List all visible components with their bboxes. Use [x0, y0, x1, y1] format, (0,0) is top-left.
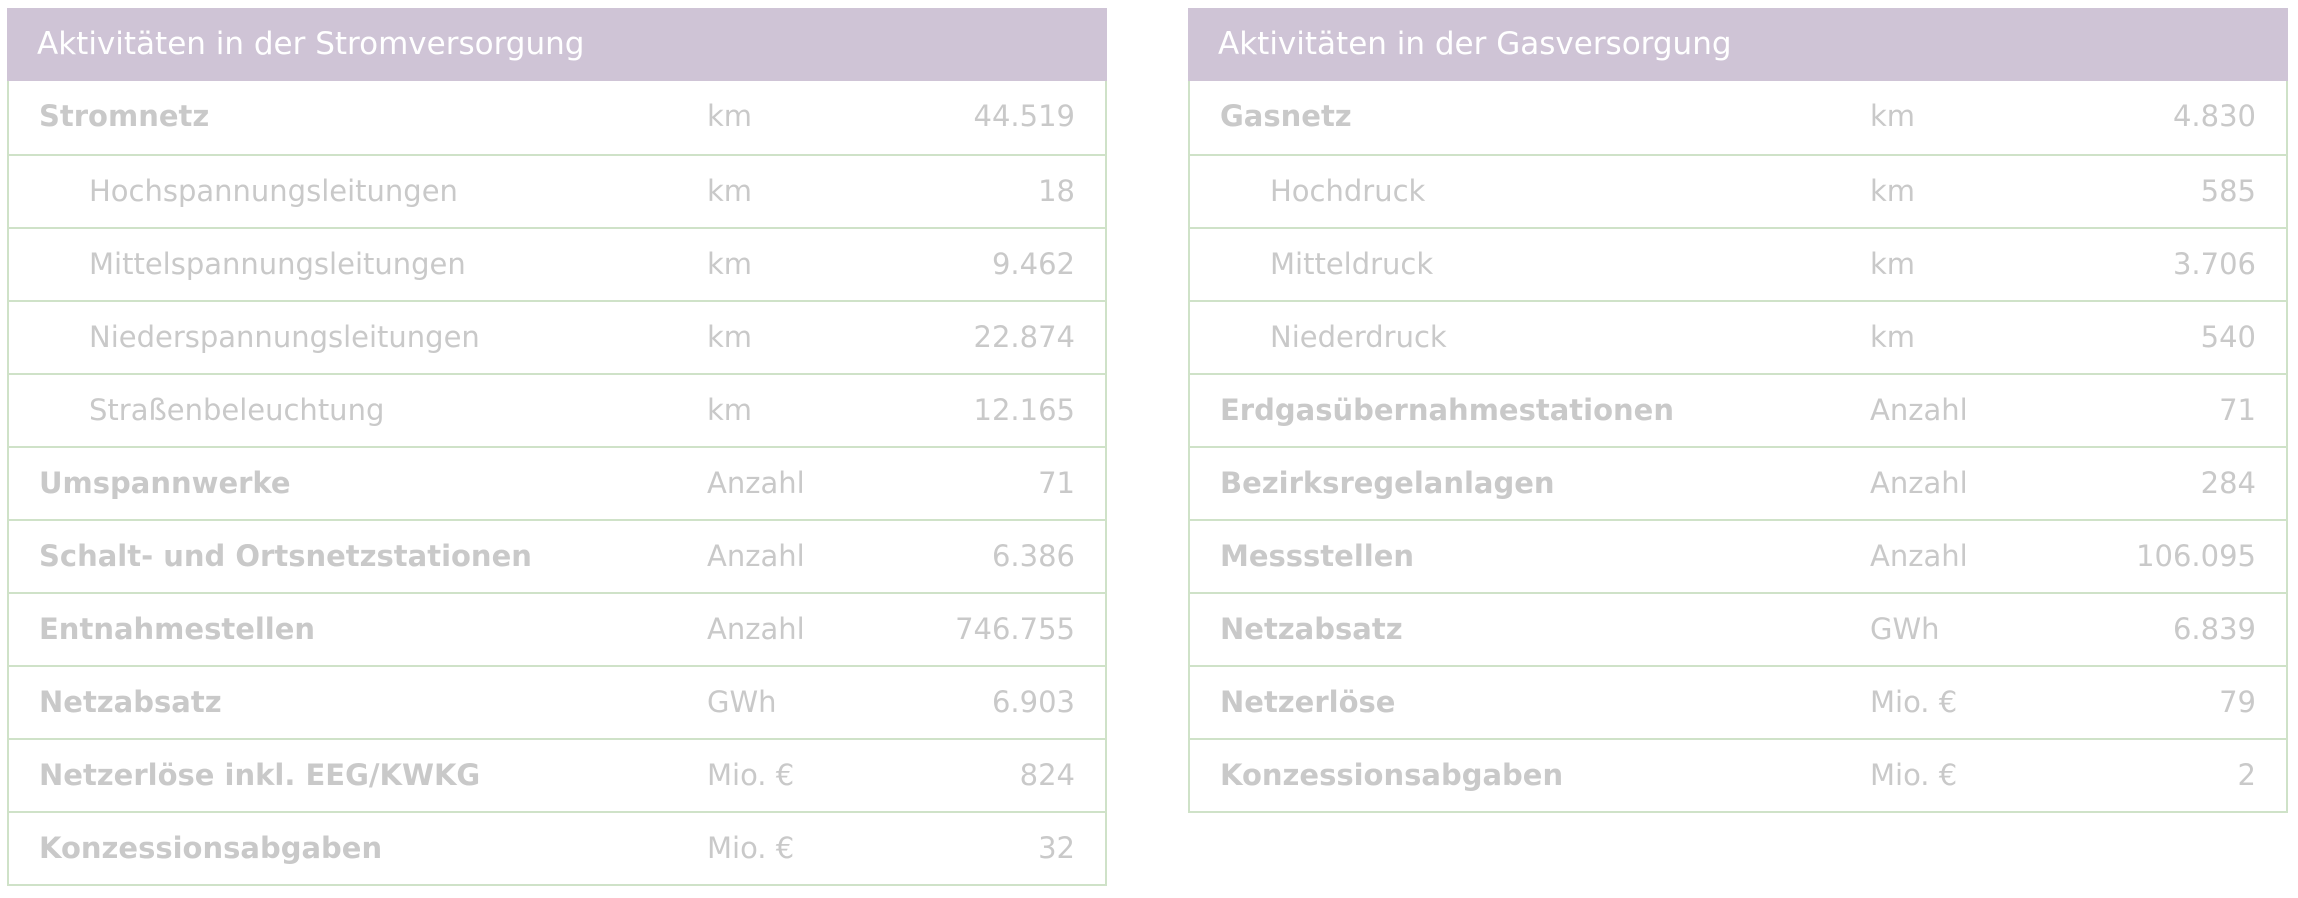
row-value: 2	[2237, 758, 2256, 792]
row-unit: Mio. €	[1870, 685, 1958, 719]
row-label: Hochdruck	[1270, 174, 1426, 208]
row-unit: km	[1870, 99, 1916, 133]
row-value: 12.165	[973, 393, 1075, 427]
row-unit: km	[707, 320, 753, 354]
row-label: Mittelspannungsleitungen	[89, 247, 466, 281]
row-value: 824	[1019, 758, 1075, 792]
row-unit: Anzahl	[1870, 539, 1968, 573]
table-row	[9, 373, 1105, 446]
table-row	[9, 227, 1105, 300]
row-unit: Anzahl	[707, 612, 805, 646]
row-label: Messstellen	[1220, 539, 1415, 573]
row-value: 585	[2200, 174, 2256, 208]
gas-table-title: Aktivitäten in der Gasversorgung	[1188, 8, 2288, 81]
row-unit: Anzahl	[1870, 393, 1968, 427]
strom-table-title: Aktivitäten in der Stromversorgung	[7, 8, 1107, 81]
row-unit: Anzahl	[707, 539, 805, 573]
strom-table-body	[9, 81, 1105, 884]
row-value: 540	[2200, 320, 2256, 354]
row-label: Konzessionsabgaben	[39, 831, 383, 865]
row-label: Erdgasübernahmestationen	[1220, 393, 1674, 427]
row-value: 44.519	[973, 99, 1075, 133]
row-value: 746.755	[955, 612, 1075, 646]
gas-table-body	[1190, 81, 2286, 811]
table-row	[1190, 154, 2286, 227]
row-unit: km	[707, 99, 753, 133]
table-row	[9, 592, 1105, 665]
row-value: 71	[1038, 466, 1075, 500]
row-label: Konzessionsabgaben	[1220, 758, 1564, 792]
row-label: Entnahmestellen	[39, 612, 316, 646]
table-row	[1190, 81, 2286, 154]
row-value: 4.830	[2172, 99, 2256, 133]
table-row	[1190, 519, 2286, 592]
table-row	[1190, 665, 2286, 738]
row-unit: Mio. €	[707, 831, 795, 865]
table-row	[9, 81, 1105, 154]
table-row	[1190, 227, 2286, 300]
row-label: Mitteldruck	[1270, 247, 1434, 281]
row-unit: GWh	[1870, 612, 1940, 646]
row-unit: km	[707, 247, 753, 281]
table-row	[9, 519, 1105, 592]
row-label: Niederspannungsleitungen	[89, 320, 480, 354]
table-row	[1190, 373, 2286, 446]
row-unit: Anzahl	[707, 466, 805, 500]
row-unit: km	[707, 174, 753, 208]
row-unit: km	[1870, 320, 1916, 354]
row-label: Niederdruck	[1270, 320, 1447, 354]
row-label: Netzerlöse	[1220, 685, 1396, 719]
row-value: 79	[2219, 685, 2256, 719]
row-label: Umspannwerke	[39, 466, 291, 500]
table-row	[9, 446, 1105, 519]
row-label: Bezirksregelanlagen	[1220, 466, 1555, 500]
row-unit: Mio. €	[1870, 758, 1958, 792]
table-row	[9, 300, 1105, 373]
table-row	[1190, 446, 2286, 519]
row-label: Hochspannungsleitungen	[89, 174, 458, 208]
table-row	[9, 154, 1105, 227]
row-label: Stromnetz	[39, 99, 210, 133]
gas-table	[1188, 8, 2288, 813]
row-unit: km	[707, 393, 753, 427]
table-row	[1190, 300, 2286, 373]
row-value: 9.462	[991, 247, 1075, 281]
row-unit: Mio. €	[707, 758, 795, 792]
row-value: 32	[1038, 831, 1075, 865]
row-value: 6.386	[991, 539, 1075, 573]
row-label: Gasnetz	[1220, 99, 1352, 133]
table-row	[1190, 592, 2286, 665]
row-value: 71	[2219, 393, 2256, 427]
row-label: Netzabsatz	[1220, 612, 1403, 646]
row-label: Straßenbeleuchtung	[89, 393, 385, 427]
table-row	[9, 738, 1105, 811]
row-unit: GWh	[707, 685, 777, 719]
row-value: 3.706	[2172, 247, 2256, 281]
row-value: 22.874	[973, 320, 1075, 354]
row-label: Netzerlöse inkl. EEG/KWKG	[39, 758, 481, 792]
row-value: 6.839	[2172, 612, 2256, 646]
row-unit: Anzahl	[1870, 466, 1968, 500]
table-row	[1190, 738, 2286, 811]
table-row	[9, 665, 1105, 738]
strom-table	[7, 8, 1107, 886]
row-value: 106.095	[2136, 539, 2256, 573]
row-label: Netzabsatz	[39, 685, 222, 719]
table-row	[9, 811, 1105, 884]
row-value: 284	[2200, 466, 2256, 500]
row-unit: km	[1870, 174, 1916, 208]
row-unit: km	[1870, 247, 1916, 281]
row-label: Schalt- und Ortsnetzstationen	[39, 539, 532, 573]
row-value: 6.903	[991, 685, 1075, 719]
row-value: 18	[1038, 174, 1075, 208]
